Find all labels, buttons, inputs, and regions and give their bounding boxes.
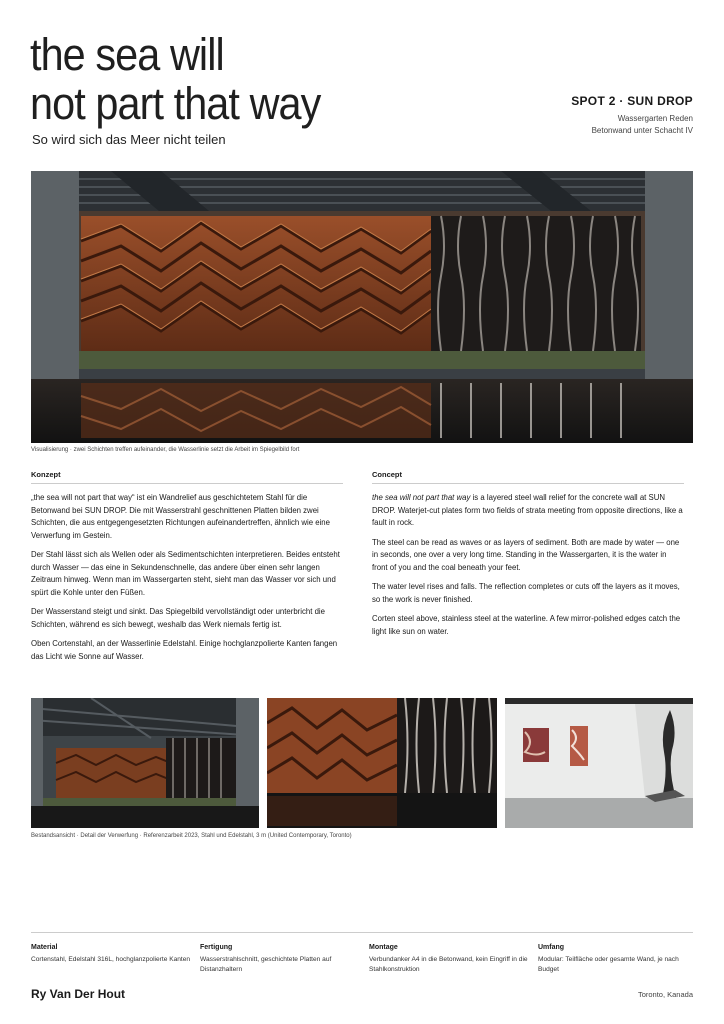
spec-text: Wasserstrahlschnitt, geschichtete Platten auf Distanzhaltern: [200, 956, 332, 973]
spec-heading: Umfang: [538, 944, 565, 951]
title-line-1: the sea will: [30, 29, 224, 80]
spot-info: [571, 94, 693, 137]
concept-paragraph-4: Corten steel above, stainless steel at the waterline. A few mirror-polished edges catch the light like sun on water.: [372, 614, 681, 636]
spec-heading: Material: [31, 944, 58, 951]
title-line-2: not part that way: [30, 78, 321, 129]
spot-place: Wassergarten Reden: [617, 114, 693, 123]
konzept-heading: Konzept: [31, 470, 343, 484]
konzept-paragraph-1: „the sea will not part that way“ ist ein Wandrelief aus geschichtetem Stahl für die Betonwand bei SUN DROP. Die mit Wasserstrahl geschnittenen Platten bilden zwei Schichten, die aus entgegengesetzten Richtungen aufeinandertreffen, ähnlich wie eine Verwerfung im Gestein.: [31, 493, 330, 540]
concept-paragraph-3: The water level rises and falls. The reflection completes or cuts off the layers as it moves, so the work is never finished.: [372, 582, 680, 604]
page-title: [30, 30, 320, 128]
concept-paragraph-1: [372, 492, 684, 530]
gallery-photo-fault-detail: [267, 698, 497, 828]
konzept-paragraph-3: Der Wasserstand steigt und sinkt. Das Spiegelbild vervollständigt oder unterbricht die Schichten, während es sich bewegt, weshalb das Werk niemals fertig ist.: [31, 607, 325, 629]
gallery-photo-reference-work: [505, 698, 693, 828]
spec-material: [31, 944, 191, 965]
concept-work-title: the sea will not part that way: [372, 493, 471, 502]
spot-wall: Betonwand unter Schacht IV: [591, 126, 693, 135]
hero-visualization: [31, 171, 693, 443]
hero-caption: Visualisierung · zwei Schichten treffen aufeinander, die Wasserlinie setzt die Arbeit im Spiegelbild fort: [31, 447, 300, 453]
konzept-paragraph-2: Der Stahl lässt sich als Wellen oder als Sedimentschichten interpretieren. Beides entsteht durch Wasser — das eine in Sekundenschnelle, das andere über einen sehr langen Zeitraum hinweg. Wenn man im Wassergarten steht, sieht man das Wasser vor sich und spürt die Kohle unter den Füßen.: [31, 550, 340, 597]
konzept-paragraph-4: Oben Cortenstahl, an der Wasserlinie Edelstahl. Einige hochglanzpolierte Kanten fangen das Licht wie Sonne auf Wasser.: [31, 639, 338, 661]
konzept-column: [31, 470, 343, 670]
spec-text: Verbundanker A4 in die Betonwand, kein Eingriff in die Stahlkonstruktion: [369, 956, 528, 973]
subtitle: So wird sich das Meer nicht teilen: [32, 132, 226, 147]
gallery-photo-existing-view: [31, 698, 259, 828]
author-name: Ry Van Der Hout: [31, 987, 126, 1001]
concept-paragraph-1-text: is a layered steel wall relief for the concrete wall at SUN DROP. Waterjet-cut plates form two fields of strata meeting from opposite directions, like a fault in rock.: [372, 493, 683, 527]
spec-text: Modular: Teilfläche oder gesamte Wand, je nach Budget: [538, 956, 679, 973]
spec-heading: Fertigung: [200, 944, 233, 951]
spec-scope: [538, 944, 693, 975]
spec-installation: [369, 944, 529, 975]
author-location: Toronto, Kanada: [637, 990, 693, 999]
spot-label: SPOT 2 · SUN DROP: [571, 94, 693, 108]
spec-heading: Montage: [369, 944, 398, 951]
spec-fabrication: [200, 944, 360, 975]
spec-text: Cortenstahl, Edelstahl 316L, hochglanzpolierte Kanten: [31, 956, 191, 963]
concept-heading: Concept: [372, 470, 684, 484]
specs-divider: [31, 932, 693, 933]
concept-paragraph-2: The steel can be read as waves or as layers of sediment. Both are made by water — one in seconds, one over a very long time. Standing in the Wassergarten, it is the water in front of you and the coal beneath your feet.: [372, 537, 680, 572]
gallery-caption: Bestandsansicht · Detail der Verwerfung · Referenzarbeit 2023, Stahl und Edelstahl, 3 m (United Contemporary, Toronto): [31, 833, 352, 839]
concept-column: [372, 470, 684, 645]
